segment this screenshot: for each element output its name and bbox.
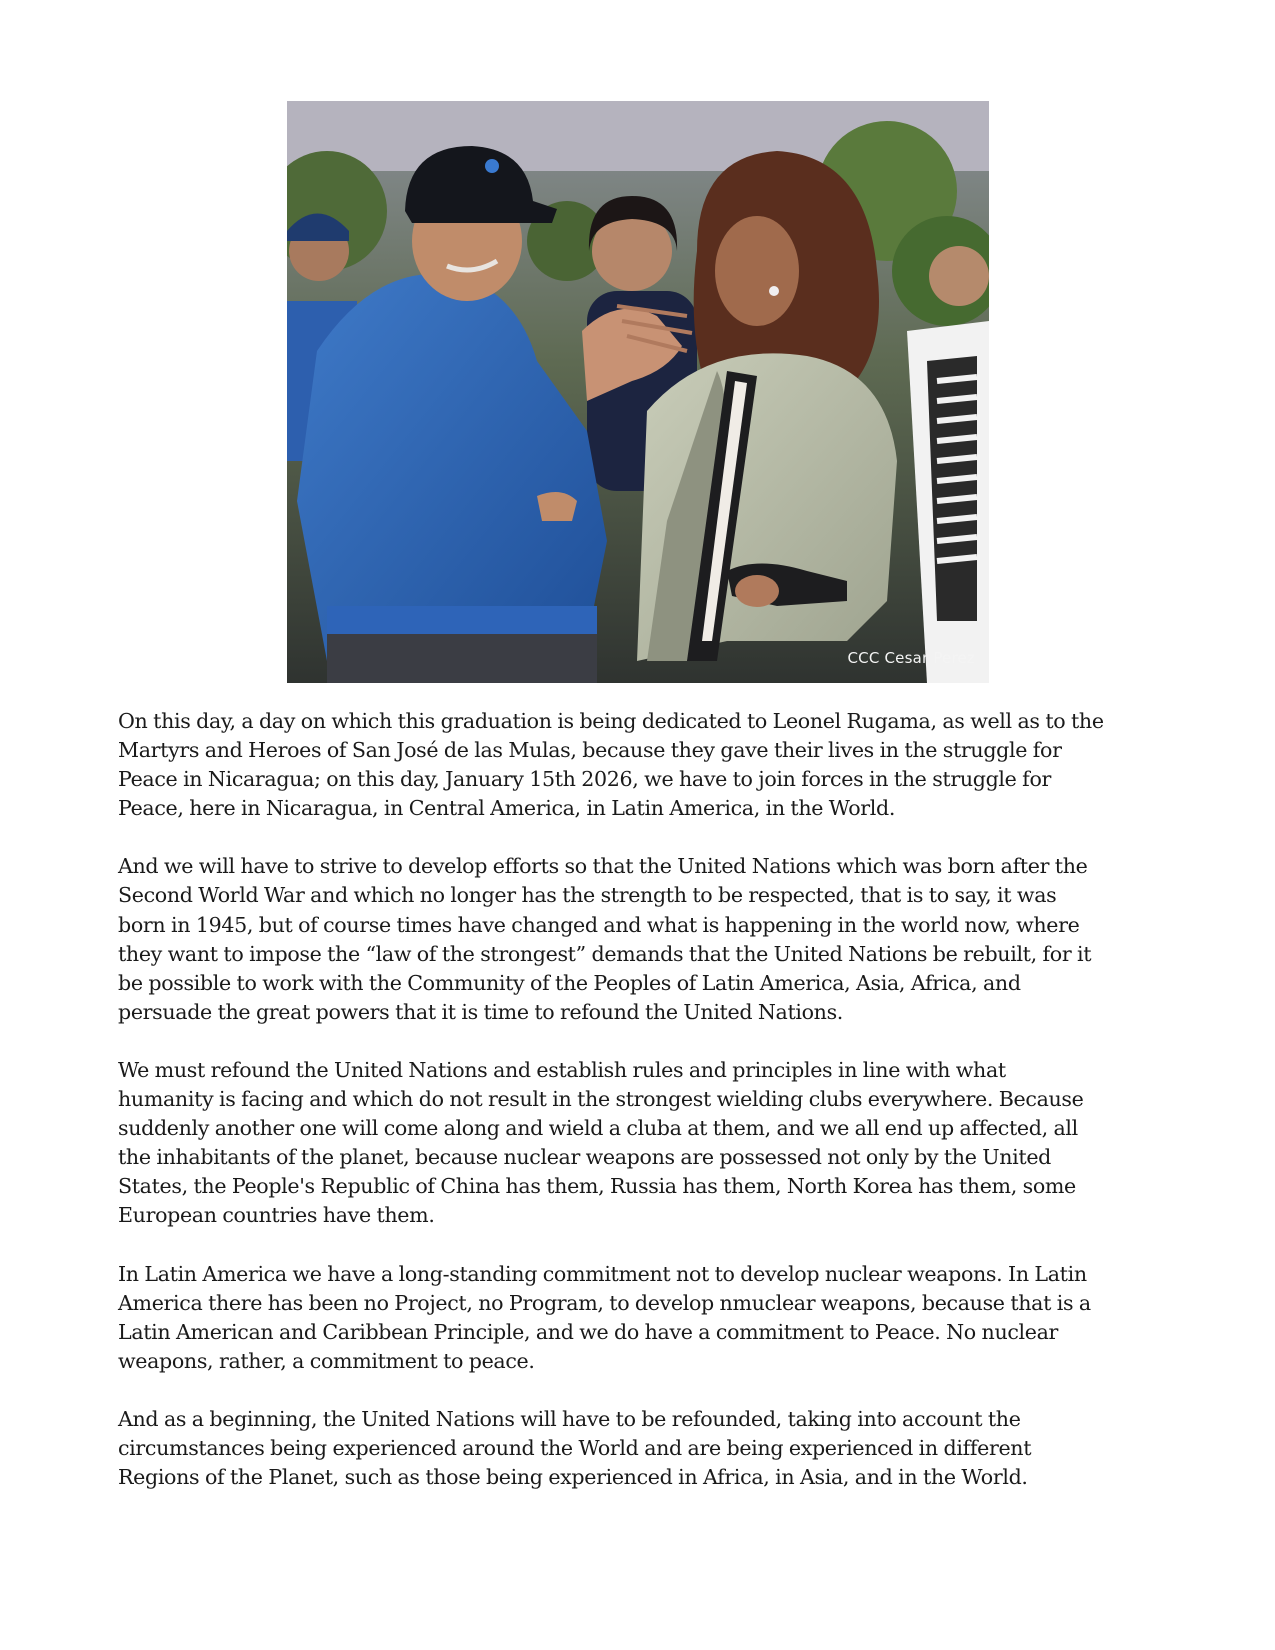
article-photo — [287, 101, 989, 683]
paragraph-3: We must refound the United Nations and establish rules and principles in line with what humanity is facing and which do not result in the strongest wielding clubs everywhere. Because suddenly another one will come along and wield a cluba at them, and we all end up affected, all the inhabitants of the planet, because nuclear weapons are possessed not only by the United States, the People's Republic of China has them, Russia has them, North Korea has them, some European countries have them. — [118, 1057, 1084, 1228]
article-body — [118, 707, 1178, 1521]
photo-illustration — [287, 101, 989, 683]
paragraph-4: In Latin America we have a long-standing commitment not to develop nuclear weapons. In Latin America there has been no Project, no Program, to develop nmuclear weapons, because that is a Latin American and Caribbean Principle, and we do have a commitment to Peace. No nuclear weapons, rather, a commitment to peace. — [118, 1261, 1091, 1373]
paragraph-1: On this day, a day on which this graduation is being dedicated to Leonel Rugama, as well as to the Martyrs and Heroes of San José de las Mulas, because they gave their lives in the struggle for Peace in Nicaragua; on this day, January 15th 2026, we have to join forces in the struggle for Peace, here in Nicaragua, in Central America, in Latin America, in the World. — [118, 709, 1104, 821]
paragraph-5: And as a beginning, the United Nations will have to be refounded, taking into account the circumstances being experienced around the World and are being experienced in different Regions of the Planet, such as those being experienced in Africa, in Asia, and in the World. — [118, 1406, 1032, 1490]
photo-credit: CCC Cesar Perez — [847, 649, 975, 667]
paragraph-2: And we will have to strive to develop efforts so that the United Nations which was born after the Second World War and which no longer has the strength to be respected, that is to say, it was born in 1945, but of course times have changed and what is happening in the world now, where they want to impose the “law of the strongest” demands that the United Nations be rebuilt, for it be possible to work with the Community of the Peoples of Latin America, Asia, Africa, and persuade the great powers that it is time to refound the United Nations. — [118, 854, 1092, 1024]
